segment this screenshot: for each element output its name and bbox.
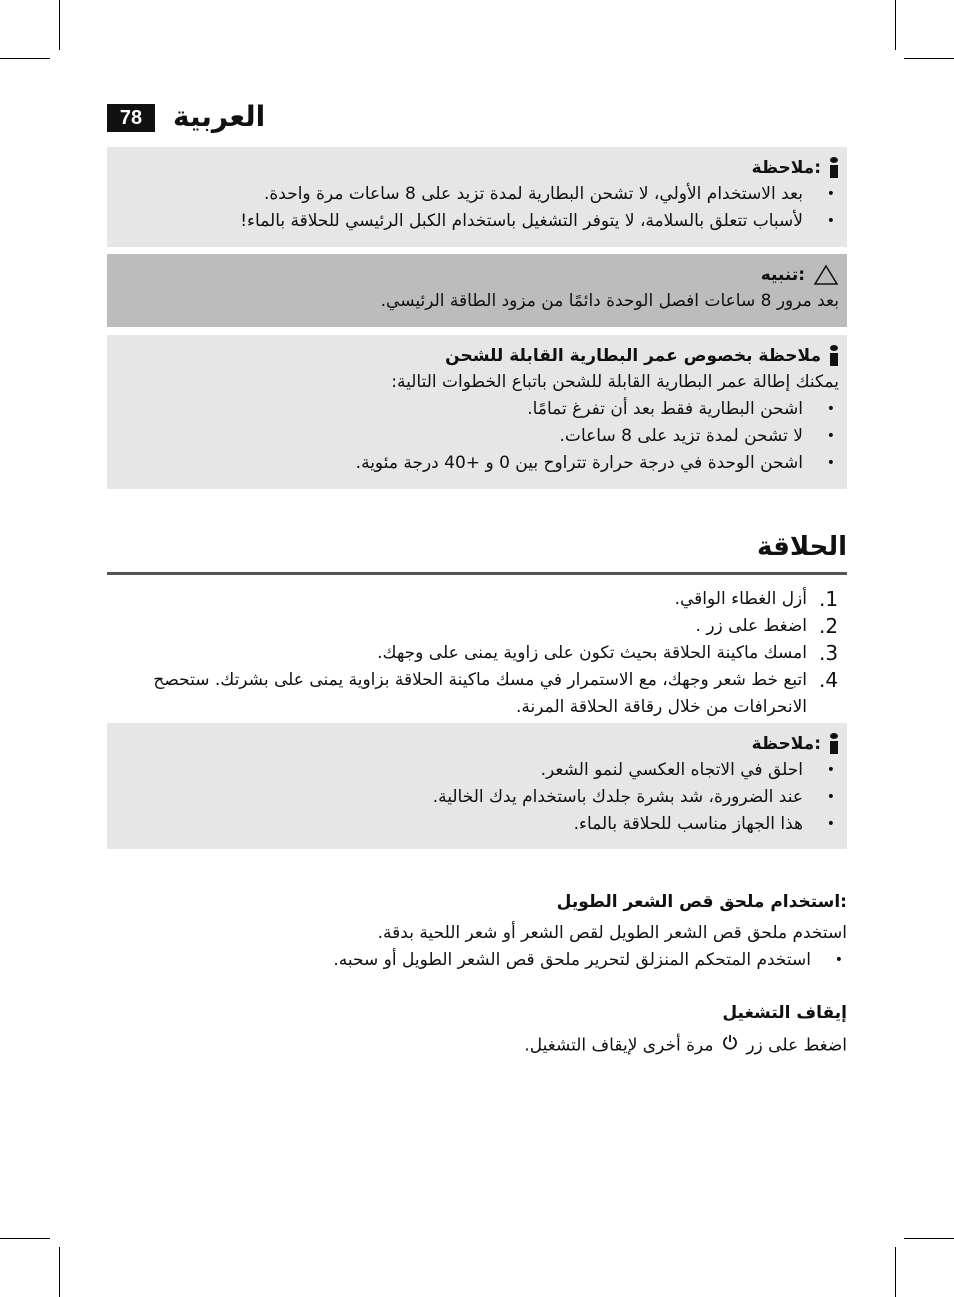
crop-mark bbox=[895, 1247, 896, 1297]
list-item: • عند الضرورة، شد بشرة جلدك باستخدام يدك الخالية. bbox=[117, 784, 839, 811]
note-title bbox=[117, 731, 839, 757]
off-text-after: مرة أخرى لإيقاف التشغيل. bbox=[524, 1035, 714, 1056]
steps-list bbox=[107, 586, 847, 721]
page-number: 78 bbox=[107, 104, 155, 132]
trimmer-paragraph bbox=[107, 920, 847, 974]
page-header bbox=[107, 100, 847, 133]
step-number: 2. bbox=[819, 614, 839, 638]
section-divider bbox=[107, 572, 847, 575]
list-item: • اشحن الوحدة في درجة حرارة تتراوح بين 0 و +40 درجة مئوية. bbox=[117, 450, 839, 477]
info-icon bbox=[829, 157, 839, 179]
step-text: امسك ماكينة الحلاقة بحيث تكون على زاوية يمنى على وجهك. bbox=[377, 643, 807, 663]
note-box-usage bbox=[107, 147, 847, 247]
warning-text: بعد مرور 8 ساعات افصل الوحدة دائمًا من مزود الطاقة الرئيسي. bbox=[380, 291, 839, 311]
note-title-text: :ملاحظة bbox=[751, 158, 821, 178]
note-list bbox=[117, 757, 839, 838]
note-title-text: ملاحظة بخصوص عمر البطارية القابلة للشحن bbox=[445, 346, 821, 366]
list-item: • احلق في الاتجاه العكسي لنمو الشعر. bbox=[117, 757, 839, 784]
section-title: الحلاقة bbox=[757, 532, 847, 562]
warning-triangle-icon bbox=[813, 264, 839, 286]
step-item bbox=[107, 640, 847, 667]
step-number: 3. bbox=[819, 641, 839, 665]
note-title bbox=[117, 155, 839, 181]
step-item bbox=[107, 613, 847, 640]
note-list bbox=[117, 181, 839, 235]
list-item: • بعد الاستخدام الأولي، لا تشحن البطارية لمدة تزيد على 8 ساعات مرة واحدة. bbox=[117, 181, 839, 208]
trimmer-text: استخدم ملحق قص الشعر الطويل لقص الشعر أو شعر اللحية بدقة. bbox=[377, 923, 847, 943]
step-number: 4. bbox=[819, 668, 839, 692]
warning-box bbox=[107, 254, 847, 327]
step-text: اضغط على زر . bbox=[695, 616, 807, 636]
power-icon bbox=[722, 1032, 738, 1059]
info-icon bbox=[829, 345, 839, 367]
subsection-title-trimmer: :استخدام ملحق قص الشعر الطويل bbox=[556, 892, 847, 912]
crop-mark bbox=[904, 1238, 954, 1239]
trimmer-list bbox=[107, 947, 847, 974]
crop-mark bbox=[59, 0, 60, 50]
crop-mark bbox=[0, 58, 50, 59]
step-item bbox=[107, 667, 847, 721]
warning-title-text: :تنبيه bbox=[760, 265, 805, 285]
list-item: • لأسباب تتعلق بالسلامة، لا يتوفر التشغيل باستخدام الكبل الرئيسي للحلاقة بالماء! bbox=[117, 208, 839, 235]
note-box-shaving-tips bbox=[107, 723, 847, 849]
list-item: • هذا الجهاز مناسب للحلاقة بالماء. bbox=[117, 811, 839, 838]
note-intro: يمكنك إطالة عمر البطارية القابلة للشحن باتباع الخطوات التالية: bbox=[391, 372, 839, 392]
list-item: • استخدم المتحكم المنزلق لتحرير ملحق قص الشعر الطويل أو سحبه. bbox=[107, 947, 847, 974]
crop-mark bbox=[904, 58, 954, 59]
step-text: أزل الغطاء الواقي. bbox=[674, 589, 807, 609]
step-item bbox=[107, 586, 847, 613]
list-item: • اشحن البطارية فقط بعد أن تفرغ تمامًا. bbox=[117, 396, 839, 423]
note-list bbox=[117, 396, 839, 477]
subsection-title-off: إيقاف التشغيل bbox=[722, 1003, 847, 1023]
note-box-battery bbox=[107, 335, 847, 489]
crop-mark bbox=[895, 0, 896, 50]
crop-mark bbox=[59, 1247, 60, 1297]
list-item: • لا تشحن لمدة تزيد على 8 ساعات. bbox=[117, 423, 839, 450]
note-title bbox=[117, 343, 839, 369]
info-icon bbox=[829, 733, 839, 755]
step-text: اتبع خط شعر وجهك، مع الاستمرار في مسك ماكينة الحلاقة بزاوية يمنى على بشرتك. ستحصح الانحرافات من خلال رقاقة الحلاقة المرنة. bbox=[153, 670, 807, 717]
crop-mark bbox=[0, 1238, 50, 1239]
step-number: 1. bbox=[819, 587, 839, 611]
page-language-title: العربية bbox=[173, 100, 266, 133]
off-paragraph bbox=[107, 1032, 847, 1060]
warning-title bbox=[117, 262, 839, 288]
note-title-text: :ملاحظة bbox=[751, 734, 821, 754]
off-text-before: اضغط على زر bbox=[746, 1035, 847, 1056]
